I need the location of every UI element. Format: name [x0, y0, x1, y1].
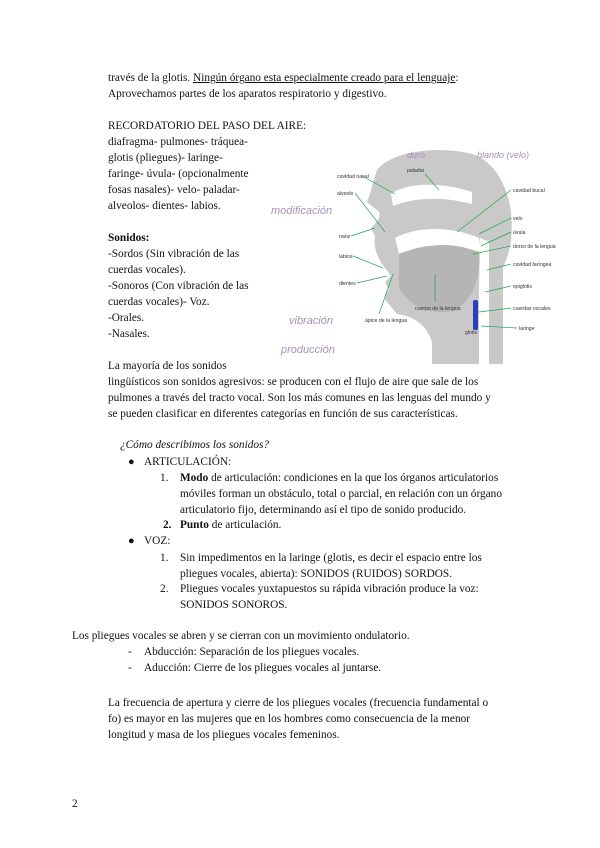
voz1-line-1: Sin impedimentos en la laringe (glotis, es decir el espacio entre los	[180, 552, 482, 564]
label-cavidad-nasal: cavidad nasal	[337, 174, 369, 180]
label-alveolo: alveolo	[337, 191, 354, 197]
page-number: 2	[72, 798, 78, 810]
intro-underlined: Ningún órgano esta especialmente creado para el lenguaje	[193, 72, 456, 84]
frecuencia-line: longitud y masa de los pliegues vocales femeninos.	[108, 729, 340, 741]
sonidos-line: -Sonoros (Con vibración de las	[108, 280, 249, 292]
sonidos-title: Sonidos:	[108, 232, 150, 244]
sonidos-line: cuerdas vocales).	[108, 264, 186, 276]
recordatorio-line: faringe- úvula- (opcionalmente	[108, 168, 249, 180]
abduccion-line: Abducción: Separación de los pliegues vocales.	[144, 646, 360, 658]
mayoria-line: La mayoría de los sonidos	[108, 360, 227, 372]
mayoria-line: pulmones a través del tracto vocal. Son los más comunes en las lenguas del mundo y	[108, 392, 491, 404]
list-number: 2.	[160, 583, 169, 595]
bullet-voz: ●	[128, 535, 135, 547]
label-nariz: nariz	[339, 234, 351, 240]
intro-line-1: través de la glotis. Ningún órgano esta especialmente creado para el lenguaje:	[108, 72, 459, 84]
frecuencia-line: fo) es mayor en las mujeres que en los hombres como consecuencia de la menor	[108, 713, 471, 725]
label-cuerpo-lengua: cuerpo de la lengua	[415, 306, 461, 312]
recordatorio-title: RECORDATORIO DEL PASO DEL AIRE:	[108, 120, 307, 132]
recordatorio-line: diafragma- pulmones- tráquea-	[108, 136, 248, 148]
recordatorio-line: glotis (pliegues)- laringe-	[108, 152, 223, 164]
label-glotis: glotis	[465, 330, 478, 336]
label-uvula: úvula	[513, 230, 526, 236]
label-labios: labios	[339, 254, 353, 260]
list-number: 2.	[163, 519, 172, 531]
label-produccion: producción	[281, 344, 335, 356]
label-velo: velo	[513, 216, 523, 222]
label-paladar: paladar	[407, 168, 425, 174]
sonidos-line: -Sordos (Sin vibración de las	[108, 248, 240, 260]
list-number: 1.	[160, 472, 169, 484]
voz-heading: VOZ:	[144, 535, 171, 547]
vocal-tract-diagram	[267, 142, 556, 364]
label-blando: blando (velo)	[477, 150, 530, 160]
recordatorio-line: fosas nasales)- velo- paladar-	[108, 184, 240, 196]
voz2-line-1: Pliegues vocales yuxtapuestos su rápida vibración produce la voz:	[180, 583, 479, 595]
aduccion-line: Aducción: Cierre de los pliegues vocales al juntarse.	[144, 662, 382, 674]
vocal-folds-mark	[473, 300, 478, 330]
label-apice: ápice de la lengua	[365, 318, 408, 324]
label-cavidad-faringea: cavidad faríngea	[513, 262, 552, 268]
articulacion-heading: ARTICULACIÓN:	[144, 456, 232, 468]
punto-line: Punto de articulación.	[180, 519, 282, 531]
dash: -	[128, 662, 132, 674]
label-epiglotis: epiglotis	[513, 284, 533, 290]
modo-line-1: Modo de articulación: condiciones en la que los órganos articulatorios	[180, 472, 499, 484]
label-vibracion: vibración	[289, 315, 334, 327]
label-cuerdas: cuerdas vocales	[513, 306, 551, 312]
sonidos-line: -Orales.	[108, 312, 145, 324]
label-laringe: laringe	[519, 326, 535, 332]
mayoria-line: se pueden clasificar en diferentes categorías en función de sus características.	[108, 408, 458, 420]
describe-question: ¿Cómo describimos los sonidos?	[120, 439, 270, 451]
label-cavidad-bucal: cavidad bucal	[513, 188, 545, 194]
pliegues-line: Los pliegues vocales se abren y se cierran con un movimiento ondulatorio.	[72, 630, 410, 642]
label-duro: duro	[407, 150, 426, 160]
bullet-articulacion: ●	[128, 456, 135, 468]
modo-line-3: articulatorio fijo, determinando así el tipo de sonido producido.	[180, 504, 467, 516]
list-number: 1.	[160, 552, 169, 564]
modo-line-2: móviles forman un obstáculo, total o parcial, en relación con un órgano	[180, 488, 502, 500]
frecuencia-line: La frecuencia de apertura y cierre de los pliegues vocales (frecuencia fundamental o	[108, 697, 489, 709]
voz2-line-2: SONIDOS SONOROS.	[180, 599, 288, 611]
label-dorso: dorso de la lengua	[513, 244, 556, 250]
mayoria-line: lingüísticos son sonidos agresivos: se producen con el flujo de aire que sale de los	[108, 376, 479, 388]
voz1-line-2: pliegues vocales, abierta): SONIDOS (RUIDOS) SORDOS.	[180, 568, 453, 580]
label-modificacion: modificación	[271, 205, 333, 217]
intro-line-2: Aprovechamos partes de los aparatos respiratorio y digestivo.	[108, 88, 387, 100]
sonidos-line: cuerdas vocales)- Voz.	[108, 296, 210, 308]
sonidos-line: -Nasales.	[108, 328, 150, 340]
label-dientes: dientes	[339, 281, 356, 287]
recordatorio-line: alveolos- dientes- labios.	[108, 200, 221, 212]
dash: -	[128, 646, 132, 658]
